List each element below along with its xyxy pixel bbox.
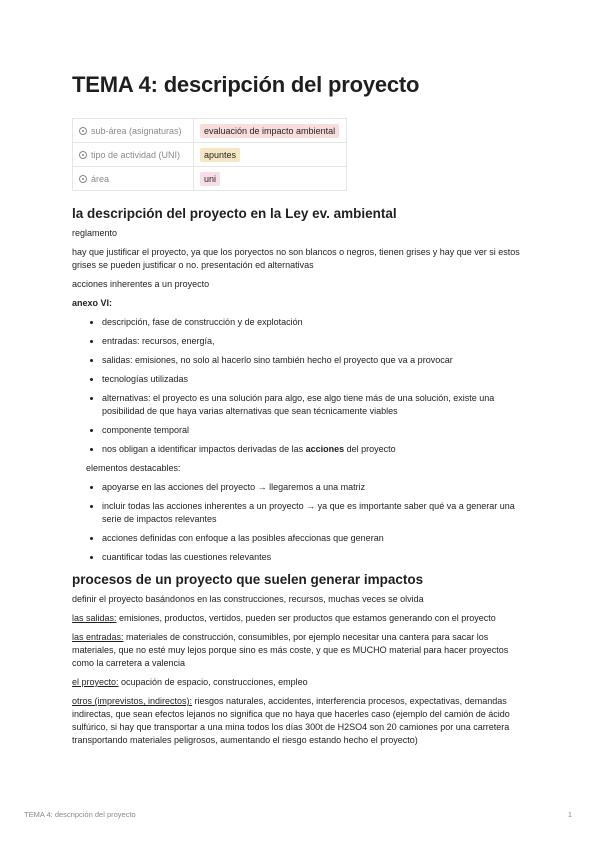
- list-item: • descripción, fase de construcción y de explotación: [102, 316, 528, 329]
- list-property-icon: [79, 127, 87, 135]
- highlights-list: [72, 481, 528, 564]
- property-row: [73, 167, 347, 191]
- paragraph: hay que justificar el proyecto, ya que los poryectos no son blancos o negros, tienen grises y hay que ver si estos grises se pueden justificar o no. presentación ed alternativas: [72, 247, 520, 270]
- document-body: [72, 205, 528, 753]
- list-item: • alternativas: el proyecto es una solución para algo, ese algo tiene más de una solución, existe una posibilidad de que haya varias alternativas que sean técnicamente viables: [102, 392, 528, 418]
- paragraph: definir el proyecto basándonos en las construcciones, recursos, muchas veces se olvida: [72, 594, 424, 604]
- annex-list: [72, 316, 528, 456]
- list-item: • entradas: recursos, energía,: [102, 335, 528, 348]
- list-item: • incluir todas las acciones inherentes a un proyecto → ya que es importante saber qué va a generar una serie de impactos relevantes: [102, 500, 528, 526]
- list-item: • tecnologías utilizadas: [102, 373, 528, 386]
- property-row: [73, 119, 347, 143]
- footer-title: TEMA 4: descripción del proyecto: [24, 810, 136, 819]
- property-key: sub-área (asignaturas): [73, 119, 194, 143]
- list-item: • apoyarse en las acciones del proyecto → llegaremos a una matriz: [102, 481, 528, 494]
- property-value: [194, 167, 347, 191]
- property-value: [194, 119, 347, 143]
- list-item: • acciones definidas con enfoque a las posibles afeccionas que generan: [102, 532, 528, 545]
- section-heading: la descripción del proyecto en la Ley ev. ambiental: [72, 206, 397, 221]
- tag-badge: apuntes: [200, 148, 240, 162]
- list-item: • salidas: emisiones, no solo al hacerlo sino también hecho el proyecto que va a provocar: [102, 354, 528, 367]
- page-number: 1: [567, 810, 572, 819]
- property-value: [194, 143, 347, 167]
- page-title: TEMA 4: descripción del proyecto: [72, 72, 420, 97]
- list-item: • componente temporal: [102, 424, 528, 437]
- section-heading: procesos de un proyecto que suelen generar impactos: [72, 572, 424, 587]
- highlights-label: elementos destacables:: [86, 463, 181, 473]
- tag-badge: evaluación de impacto ambiental: [200, 124, 339, 138]
- paragraph: las entradas: materiales de construcción, consumibles, por ejemplo necesitar una cantera para sacar los materiales, que no esté muy lejos porque sino es más coste, y que es MUCHO material para hacer proyectos como la carretera a valencia: [72, 632, 509, 668]
- paragraph: las salidas: emisiones, productos, vertidos, pueden ser productos que estamos generando con el proyecto: [72, 613, 496, 623]
- list-item: • cuantificar todas las cuestiones relevantes: [102, 551, 528, 564]
- list-property-icon: [79, 175, 87, 183]
- paragraph: reglamento: [72, 228, 118, 238]
- properties-table: [72, 118, 347, 191]
- annex-label: anexo VI:: [72, 298, 113, 308]
- tag-badge: uni: [200, 172, 220, 186]
- list-property-icon: [79, 151, 87, 159]
- property-key: tipo de actividad (UNI): [73, 143, 194, 167]
- property-key: área: [73, 167, 194, 191]
- paragraph: acciones inherentes a un proyecto: [72, 279, 210, 289]
- paragraph: otros (imprevistos, indirectos): riesgos naturales, accidentes, interferencia procesos, expectativas, demandas indirectas, que sean efectos lejanos no significa que no haya que hacerles caso (ejemplo del camión de ácido sulfúrico, si hay que transportar a una mina todos los días 300t de H2SO4 son 20 camiones por una carretera transportando materiales peligrosos, aumentando el riesgo estando hecho el proyecto): [72, 696, 510, 745]
- paragraph: el proyecto: ocupación de espacio, construcciones, empleo: [72, 677, 308, 687]
- property-row: [73, 143, 347, 167]
- list-item: • nos obligan a identificar impactos derivadas de las acciones del proyecto: [102, 443, 528, 456]
